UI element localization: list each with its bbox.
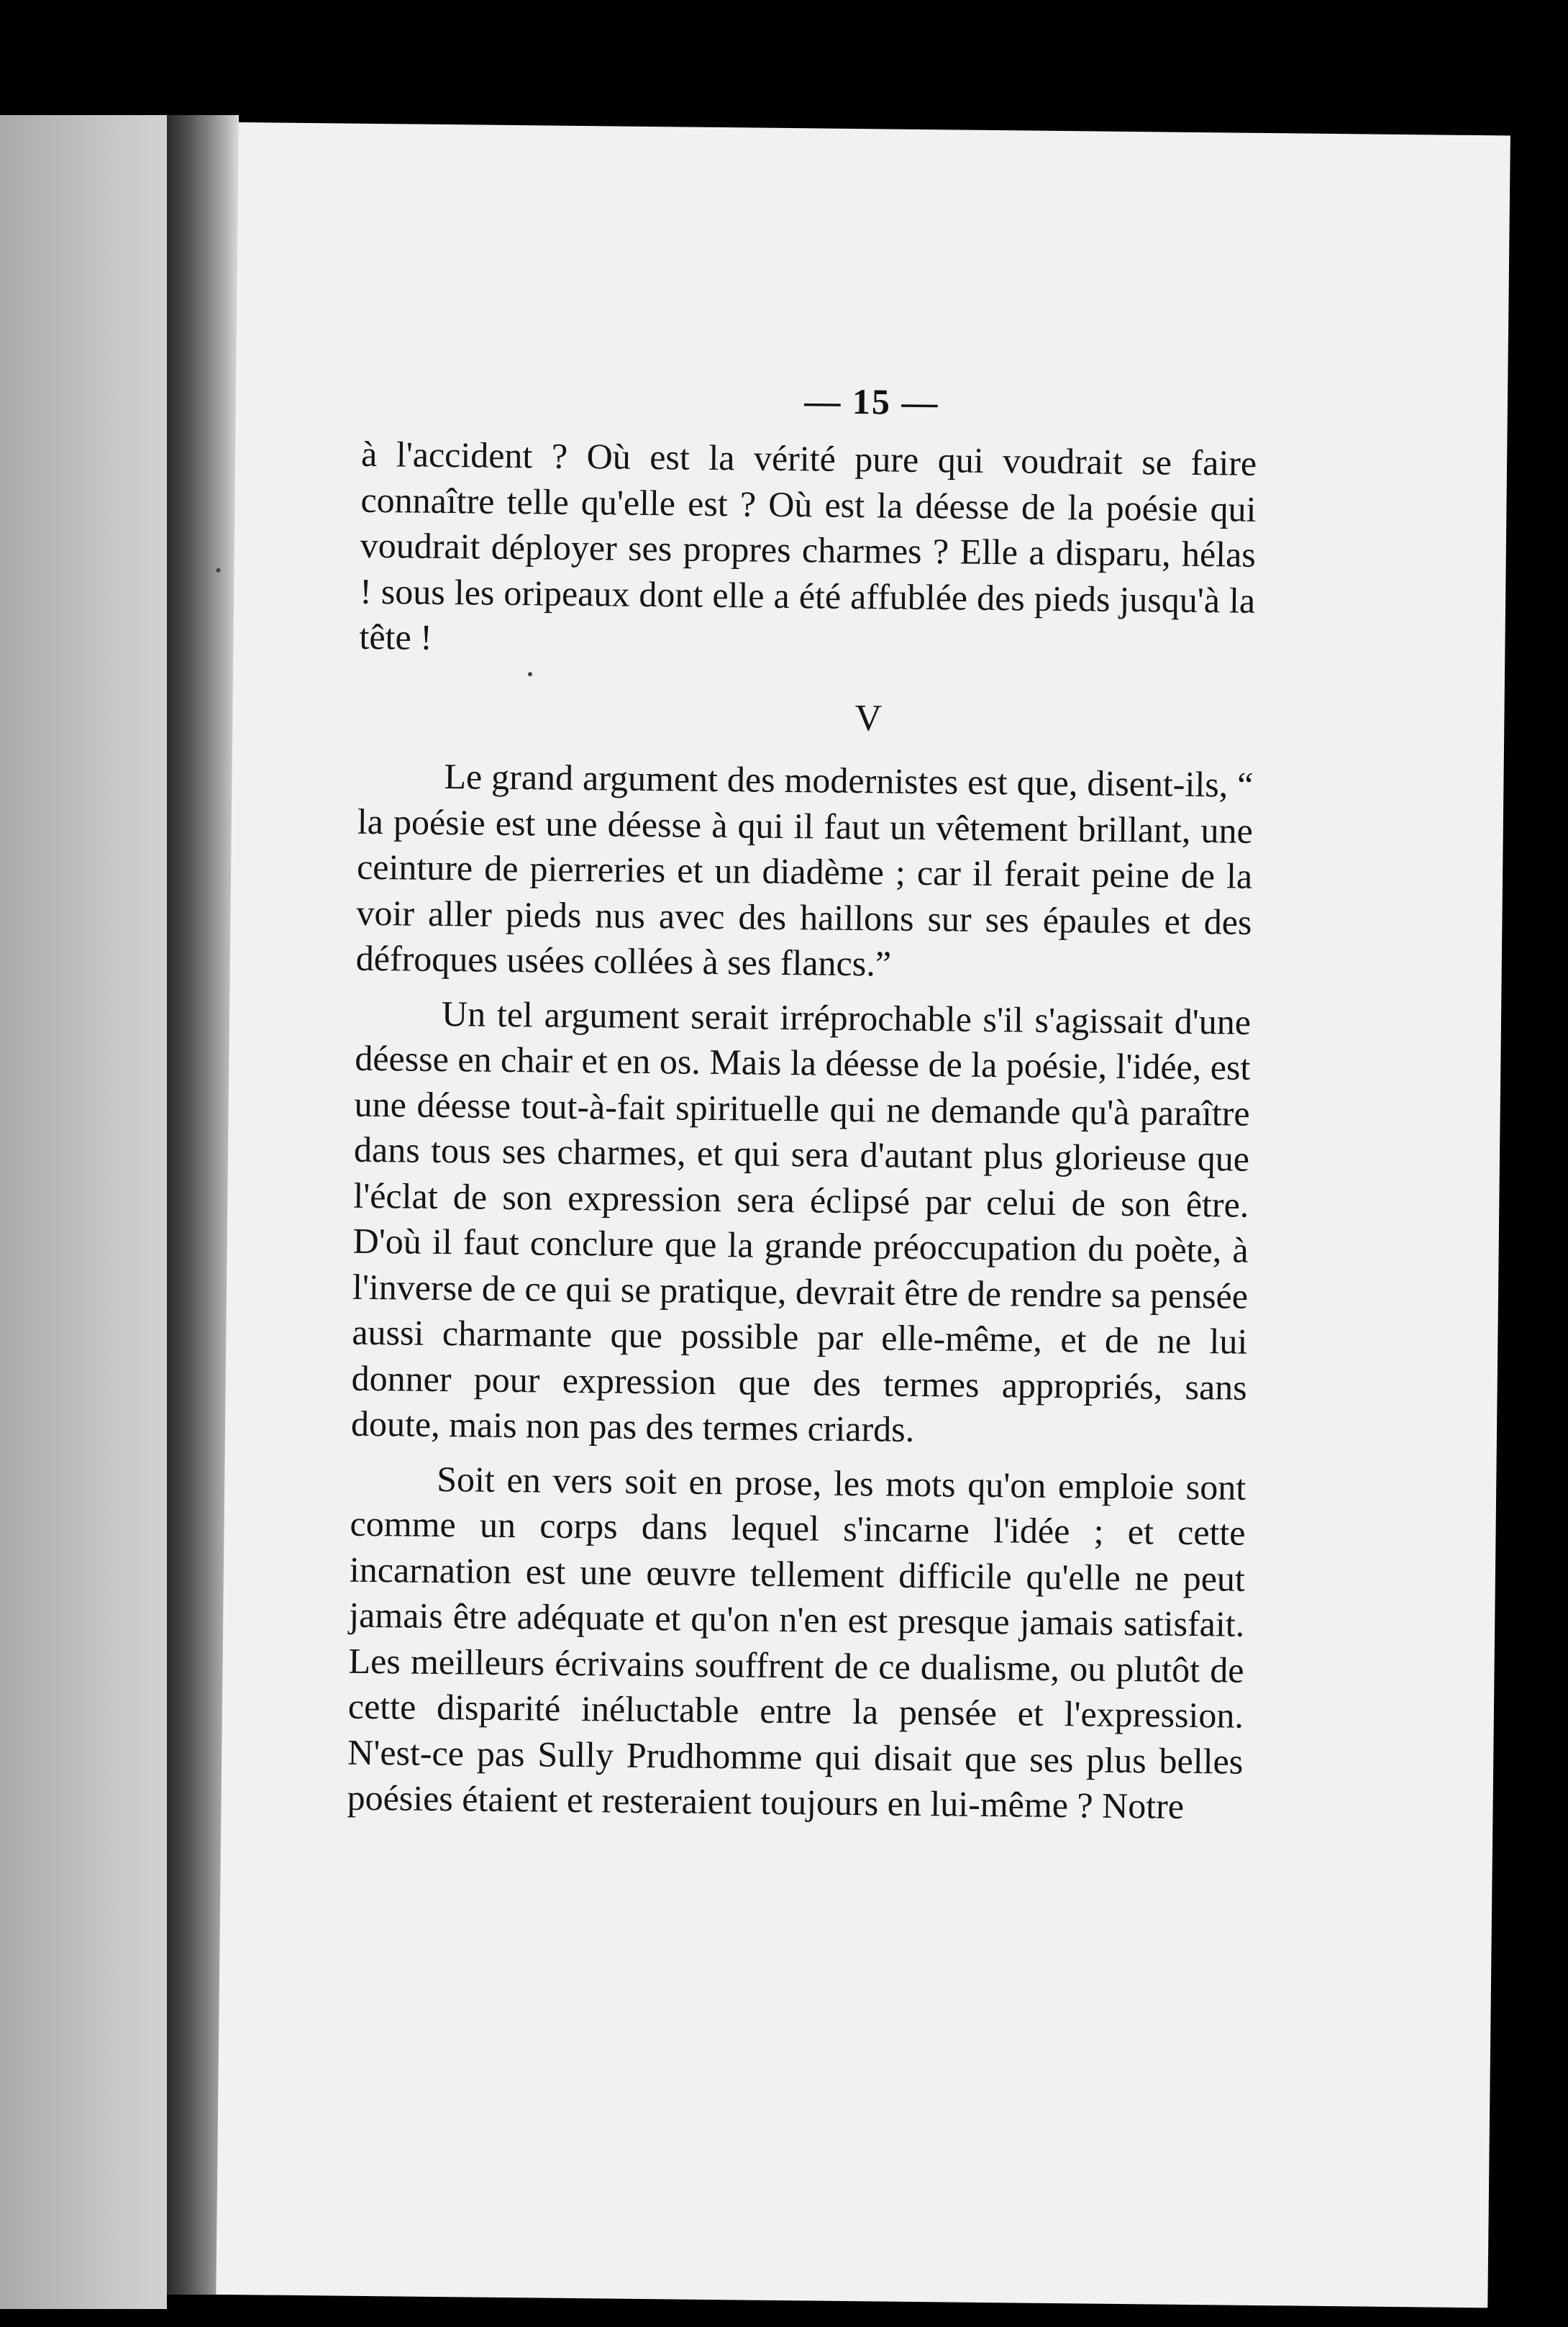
- opening-paragraph: à l'accident ? Où est la vérité pure qui voudrait se faire connaître telle qu'elle est ? Où est la déesse de la poésie qui voudrait déployer ses propres charmes ? Elle a disparu, hélas ! sous les oripeaux dont elle a été affublée des pieds jusqu'à la tête !: [359, 433, 1257, 657]
- scan-speck: [528, 672, 532, 676]
- paragraph-1: Le grand argument des modernistes est que, disent-ils, “ la poésie est une déesse à qui il faut un vêtement brillant, une ceinture de pierreries et un diadème ; car il ferait peine de la voir aller pieds nus avec des haillons sur ses épaules et des défroques usées collées à ses flancs.”: [355, 756, 1254, 984]
- paragraph-3: Soit en vers soit en prose, les mots qu'on emploie sont comme un corps dans lequel s'incarne l'idée ; et cette incarnation est une œuvre tellement difficile qu'elle ne peut jamais être adéquate et qu'on n'en est presque jamais satisfait. Les meilleurs écrivains souffrent de ce dualisme, ou plutôt de cette disparité inéluctable entre la pensée et l'expression. N'est-ce pas Sully Prudhomme qui disait que ses plus belles poésies étaient et resteraient toujours en lui-même ? Notre: [347, 1458, 1246, 1826]
- section-heading: V: [854, 698, 883, 739]
- opening-paragraph-block: [359, 432, 1257, 670]
- scan-speck: [216, 568, 220, 573]
- book-page: [216, 122, 1510, 2308]
- section-body: [347, 753, 1254, 1839]
- facing-page-edge: [0, 115, 167, 2309]
- page-number: — 15 —: [804, 381, 939, 423]
- paragraph-2: Un tel argument serait irréprochable s'il s'agissait d'une déesse en chair et en os. Mais la déesse de la poésie, l'idée, est une déesse tout-à-fait spirituelle qui ne demande qu'à paraître dans tous ses charmes, et qui sera d'autant plus glorieuse que l'éclat de son expression sera éclipsé par celui de son être. D'où il faut conclure que la grande préoccupation du poète, à l'inverse de ce qui se pratique, devrait être de rendre sa pensée aussi charmante que possible par elle-même, et de ne lui donner pour expression que des termes appropriés, sans doute, mais non pas des termes criards.: [350, 993, 1252, 1449]
